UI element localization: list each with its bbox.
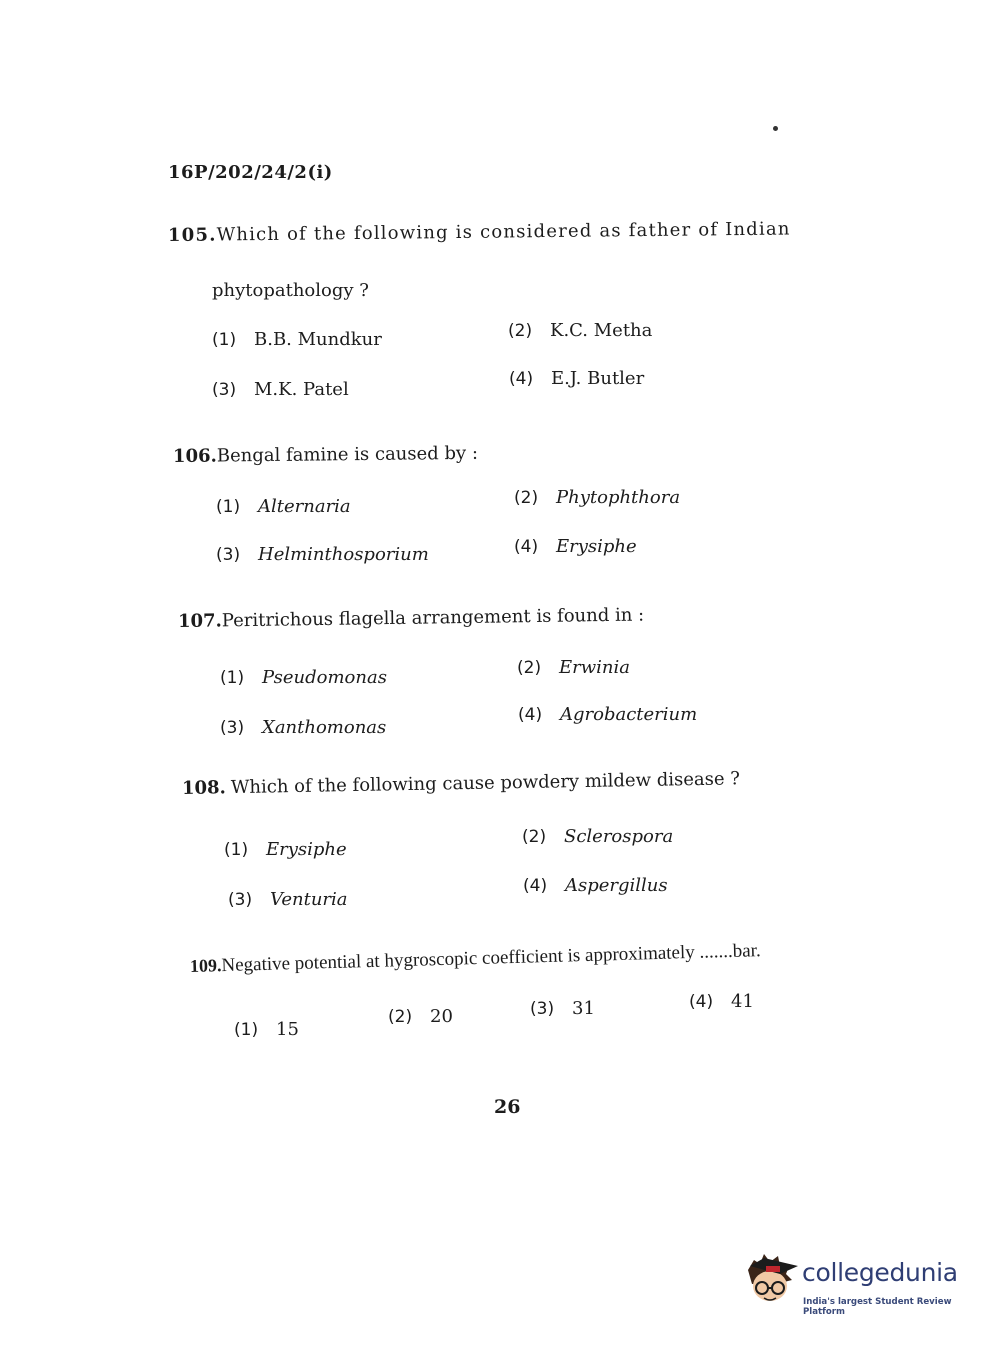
option: (3) Helminthosporium: [216, 544, 429, 565]
question-108: [182, 768, 740, 799]
option: (3) 31: [530, 998, 595, 1019]
question-text: Negative potential at hygroscopic coefficient is approximately .......bar.: [221, 940, 761, 977]
question-106: [173, 443, 478, 467]
brand-name: collegedunia: [802, 1258, 958, 1287]
option: (4) Aspergillus: [523, 875, 668, 896]
option: (2) 20: [388, 1006, 453, 1027]
option: (1) B.B. Mundkur: [212, 329, 382, 350]
question-number: 106.: [172, 445, 217, 467]
brand-tagline: India's largest Student Review Platform: [803, 1297, 952, 1317]
option: (4) Agrobacterium: [518, 704, 698, 725]
question-105: [168, 218, 791, 246]
page-number: 26: [494, 1096, 521, 1118]
scan-speck: [773, 126, 778, 131]
option: (3) M.K. Patel: [212, 379, 349, 400]
question-text: Which of the following cause powdery mildew disease ?: [230, 768, 741, 799]
option: (2) Sclerospora: [522, 826, 674, 847]
mascot-icon: [740, 1248, 800, 1310]
question-109: [190, 940, 761, 978]
option: (4) 41: [689, 991, 754, 1012]
option: (2) K.C. Metha: [508, 320, 653, 341]
question-107: [178, 604, 644, 632]
option: (1) Pseudomonas: [220, 667, 387, 688]
question-text-continued: phytopathology ?: [212, 280, 369, 301]
question-text: Bengal famine is caused by :: [216, 442, 479, 467]
option: (4) E.J. Butler: [509, 368, 645, 389]
question-text: Which of the following is considered as father of Indian: [216, 218, 791, 246]
question-number: 105.: [167, 224, 217, 246]
option: (3) Venturia: [228, 889, 348, 910]
option: (1) 15: [234, 1019, 299, 1040]
option: (1) Erysiphe: [224, 839, 347, 860]
question-number: 108.: [181, 777, 227, 799]
collegedunia-watermark: [740, 1248, 970, 1318]
option: (2) Erwinia: [517, 657, 630, 678]
paper-code: 16P/202/24/2(i): [168, 162, 333, 183]
question-number: 109.: [189, 955, 222, 976]
option: (2) Phytophthora: [514, 487, 681, 508]
question-number: 107.: [177, 610, 222, 632]
option: (3) Xanthomonas: [220, 717, 387, 738]
option: (1) Alternaria: [216, 496, 351, 517]
option: (4) Erysiphe: [514, 536, 637, 557]
question-text: Peritrichous flagella arrangement is found in :: [221, 604, 645, 632]
